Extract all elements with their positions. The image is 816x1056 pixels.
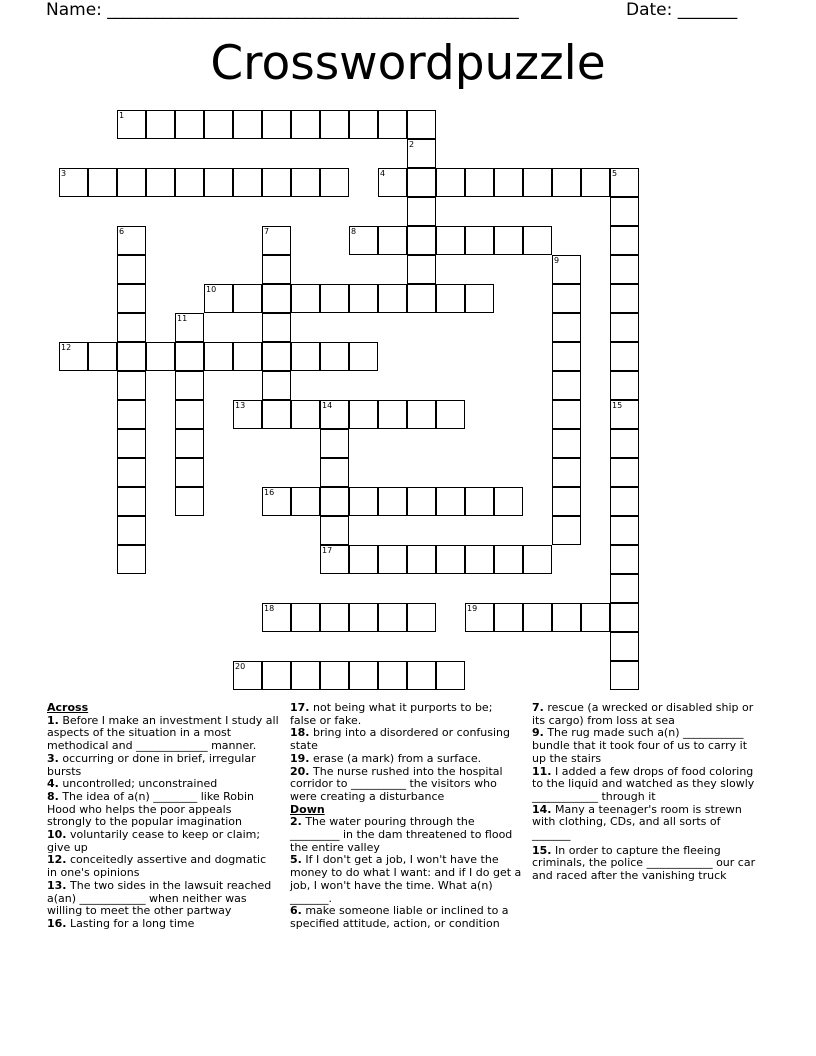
grid-cell[interactable] [320, 458, 349, 487]
cell-number: 9 [554, 256, 560, 265]
grid-cell[interactable] [146, 110, 175, 139]
grid-cell[interactable] [117, 255, 146, 284]
grid-cell[interactable] [59, 168, 88, 197]
grid-cell[interactable] [407, 284, 436, 313]
grid-cell[interactable] [291, 110, 320, 139]
clues-column-3 [532, 702, 762, 883]
grid-cell[interactable] [436, 168, 465, 197]
grid-cell[interactable] [117, 429, 146, 458]
grid-cell[interactable] [552, 255, 581, 284]
grid-cell[interactable] [610, 487, 639, 516]
grid-cell[interactable] [407, 603, 436, 632]
grid-cell[interactable] [175, 110, 204, 139]
grid-cell[interactable] [349, 342, 378, 371]
grid-cell[interactable] [291, 661, 320, 690]
grid-cell[interactable] [494, 545, 523, 574]
grid-cell[interactable] [378, 284, 407, 313]
grid-cell[interactable] [204, 110, 233, 139]
grid-cell[interactable] [320, 661, 349, 690]
grid-cell[interactable] [378, 487, 407, 516]
grid-cell[interactable] [552, 313, 581, 342]
grid-cell[interactable] [378, 603, 407, 632]
grid-cell[interactable] [262, 661, 291, 690]
grid-cell[interactable] [610, 516, 639, 545]
grid-cell[interactable] [407, 110, 436, 139]
grid-cell[interactable] [349, 603, 378, 632]
grid-cell[interactable] [291, 168, 320, 197]
cell-number: 19 [467, 604, 478, 613]
grid-cell[interactable] [320, 603, 349, 632]
grid-cell[interactable] [407, 400, 436, 429]
grid-cell[interactable] [610, 661, 639, 690]
clue-down: 11. I added a few drops of food coloring to the liquid and watched as they slowly ____________ through it [532, 764, 755, 803]
grid-cell[interactable] [610, 603, 639, 632]
grid-cell[interactable] [349, 284, 378, 313]
grid-cell[interactable] [117, 313, 146, 342]
grid-cell[interactable] [117, 226, 146, 255]
down-heading: Down [290, 802, 325, 816]
grid-cell[interactable] [552, 168, 581, 197]
grid-cell[interactable] [117, 545, 146, 574]
grid-cell[interactable] [378, 400, 407, 429]
grid-cell[interactable] [262, 371, 291, 400]
grid-cell[interactable] [349, 110, 378, 139]
grid-cell[interactable] [610, 255, 639, 284]
cell-number: 15 [612, 401, 623, 410]
grid-cell[interactable] [204, 168, 233, 197]
grid-cell[interactable] [88, 168, 117, 197]
grid-cell[interactable] [349, 487, 378, 516]
grid-cell[interactable] [233, 342, 262, 371]
cell-number: 5 [612, 169, 618, 178]
grid-cell[interactable] [291, 400, 320, 429]
grid-cell[interactable] [407, 226, 436, 255]
grid-cell[interactable] [610, 371, 639, 400]
grid-cell[interactable] [349, 661, 378, 690]
grid-cell[interactable] [552, 284, 581, 313]
grid-cell[interactable] [610, 284, 639, 313]
grid-cell[interactable] [175, 400, 204, 429]
grid-cell[interactable] [581, 168, 610, 197]
cell-number: 14 [322, 401, 333, 410]
grid-cell[interactable] [204, 284, 233, 313]
grid-cell[interactable] [436, 400, 465, 429]
date-line: _______ [677, 0, 738, 20]
grid-cell[interactable] [610, 342, 639, 371]
grid-cell[interactable] [204, 342, 233, 371]
grid-cell[interactable] [581, 603, 610, 632]
grid-cell[interactable] [610, 545, 639, 574]
grid-cell[interactable] [378, 661, 407, 690]
grid-cell[interactable] [320, 342, 349, 371]
clue-across: 18. bring into a disordered or confusing state [290, 726, 511, 753]
cell-number: 7 [264, 227, 270, 236]
cell-number: 8 [351, 227, 357, 236]
grid-cell[interactable] [610, 197, 639, 226]
grid-cell[interactable] [175, 342, 204, 371]
grid-cell[interactable] [117, 342, 146, 371]
grid-cell[interactable] [610, 168, 639, 197]
grid-cell[interactable] [175, 371, 204, 400]
grid-cell[interactable] [291, 284, 320, 313]
page-title: Crosswordpuzzle [210, 36, 606, 91]
grid-cell[interactable] [523, 603, 552, 632]
grid-cell[interactable] [117, 487, 146, 516]
grid-cell[interactable] [320, 545, 349, 574]
clue-across: 8. The idea of a(n) ________ like Robin Hood who helps the poor appeals strongly to the popular imagination [47, 789, 254, 829]
grid-cell[interactable] [494, 226, 523, 255]
grid-cell[interactable] [291, 603, 320, 632]
grid-cell[interactable] [117, 110, 146, 139]
grid-cell[interactable] [465, 284, 494, 313]
grid-cell[interactable] [552, 458, 581, 487]
grid-cell[interactable] [117, 458, 146, 487]
grid-cell[interactable] [262, 487, 291, 516]
across-heading: Across [47, 701, 89, 714]
clue-across: 10. voluntarily cease to keep or claim; give up [47, 828, 261, 854]
grid-cell[interactable] [465, 168, 494, 197]
grid-cell[interactable] [552, 516, 581, 545]
clue-across: 4. uncontrolled; unconstrained [47, 777, 218, 791]
grid-cell[interactable] [436, 226, 465, 255]
grid-cell[interactable] [262, 313, 291, 342]
grid-cell[interactable] [378, 110, 407, 139]
grid-cell[interactable] [552, 371, 581, 400]
clue-across: 16. Lasting for a long time [47, 916, 195, 930]
clue-down: 6. make someone liable or inclined to a specified attitude, action, or condition [290, 904, 509, 930]
grid-cell[interactable] [320, 110, 349, 139]
grid-cell[interactable] [610, 632, 639, 661]
grid-cell[interactable] [175, 313, 204, 342]
grid-cell[interactable] [552, 429, 581, 458]
grid-cell[interactable] [117, 400, 146, 429]
grid-cell[interactable] [552, 603, 581, 632]
cell-number: 20 [235, 662, 246, 671]
grid-cell[interactable] [349, 226, 378, 255]
clue-across: 1. Before I make an investment I study all aspects of the situation in a most methodical and _____________ manner. [47, 713, 279, 753]
grid-cell[interactable] [494, 487, 523, 516]
grid-cell[interactable] [552, 487, 581, 516]
grid-cell[interactable] [233, 168, 262, 197]
grid-cell[interactable] [610, 574, 639, 603]
grid-cell[interactable] [436, 545, 465, 574]
clue-down: 15. In order to capture the fleeing criminals, the police ____________ our car and raced after the vanishing truck [532, 843, 756, 883]
grid-cell[interactable] [552, 400, 581, 429]
grid-cell[interactable] [407, 661, 436, 690]
grid-cell[interactable] [407, 197, 436, 226]
grid-cell[interactable] [262, 342, 291, 371]
grid-cell[interactable] [262, 226, 291, 255]
grid-cell[interactable] [610, 429, 639, 458]
grid-cell[interactable] [610, 226, 639, 255]
grid-cell[interactable] [262, 603, 291, 632]
cell-number: 10 [206, 285, 217, 294]
clues-column-1 [47, 702, 279, 931]
grid-cell[interactable] [378, 168, 407, 197]
grid-cell[interactable] [523, 168, 552, 197]
grid-cell[interactable] [494, 168, 523, 197]
cell-number: 17 [322, 546, 333, 555]
name-label: Name: [46, 0, 108, 20]
cell-number: 3 [61, 169, 67, 178]
cell-number: 11 [177, 314, 188, 323]
grid-cell[interactable] [146, 168, 175, 197]
clue-down: 2. The water pouring through the _________ in the dam threatened to flood the entire valley [290, 815, 513, 854]
grid-cell[interactable] [233, 110, 262, 139]
clue-down: 9. The rug made such a(n) ___________ bundle that it took four of us to carry it up the stairs [532, 726, 748, 765]
grid-cell[interactable] [291, 487, 320, 516]
cell-number: 13 [235, 401, 246, 410]
grid-cell[interactable] [436, 487, 465, 516]
grid-cell[interactable] [436, 661, 465, 690]
grid-cell[interactable] [175, 168, 204, 197]
grid-cell[interactable] [610, 313, 639, 342]
grid-cell[interactable] [320, 400, 349, 429]
grid-cell[interactable] [407, 545, 436, 574]
grid-cell[interactable] [262, 168, 291, 197]
grid-cell[interactable] [378, 226, 407, 255]
grid-cell[interactable] [117, 516, 146, 545]
clue-across: 20. The nurse rushed into the hospital corridor to __________ the visitors who were creating a disturbance [290, 764, 503, 803]
grid-cell[interactable] [407, 139, 436, 168]
clue-across: 13. The two sides in the lawsuit reached a(an) ____________ when neither was willing to meet the other partway [47, 878, 272, 918]
grid-cell[interactable] [407, 487, 436, 516]
grid-cell[interactable] [465, 545, 494, 574]
clue-across: 12. conceitedly assertive and dogmatic in one's opinions [47, 853, 267, 880]
cell-number: 18 [264, 604, 275, 613]
cell-number: 4 [380, 169, 386, 178]
grid-cell[interactable] [407, 255, 436, 284]
grid-cell[interactable] [262, 400, 291, 429]
grid-cell[interactable] [262, 255, 291, 284]
grid-cell[interactable] [436, 284, 465, 313]
cell-number: 16 [264, 488, 275, 497]
grid-cell[interactable] [233, 661, 262, 690]
grid-cell[interactable] [175, 458, 204, 487]
grid-cell[interactable] [465, 603, 494, 632]
clues-column-2 [290, 702, 522, 931]
grid-cell[interactable] [262, 284, 291, 313]
grid-cell[interactable] [610, 400, 639, 429]
clue-down: 7. rescue (a wrecked or disabled ship or its cargo) from loss at sea [532, 701, 754, 727]
date-label: Date: [626, 0, 678, 20]
grid-cell[interactable] [465, 226, 494, 255]
grid-cell[interactable] [349, 545, 378, 574]
clue-across: 17. not being what it purports to be; false or fake. [290, 701, 493, 727]
clue-down: 14. Many a teenager's room is strewn with clothing, CDs, and all sorts of _______ [532, 802, 742, 842]
grid-cell[interactable] [117, 284, 146, 313]
grid-cell[interactable] [88, 342, 117, 371]
clue-across: 19. erase (a mark) from a surface. [290, 751, 482, 765]
grid-cell[interactable] [320, 284, 349, 313]
grid-cell[interactable] [117, 371, 146, 400]
grid-cell[interactable] [291, 342, 320, 371]
grid-cell[interactable] [552, 342, 581, 371]
cell-number: 12 [61, 343, 72, 352]
grid-cell[interactable] [146, 342, 175, 371]
grid-cell[interactable] [349, 400, 378, 429]
grid-cell[interactable] [117, 168, 146, 197]
clue-down: 5. If I don't get a job, I won't have the money to do what I want: and if I do get a job, I won't have the time. What a(n) _______. [290, 853, 522, 905]
grid-cell[interactable] [320, 487, 349, 516]
grid-cell[interactable] [320, 429, 349, 458]
grid-cell[interactable] [320, 516, 349, 545]
grid-cell[interactable] [320, 168, 349, 197]
grid-cell[interactable] [233, 400, 262, 429]
grid-cell[interactable] [175, 487, 204, 516]
grid-cell[interactable] [407, 168, 436, 197]
name-line: ____________________________________________________ [107, 0, 519, 20]
clue-across: 3. occurring or done in brief, irregular bursts [47, 751, 256, 778]
grid-cell[interactable] [233, 284, 262, 313]
grid-cell[interactable] [175, 429, 204, 458]
grid-cell[interactable] [523, 545, 552, 574]
grid-cell[interactable] [610, 458, 639, 487]
cell-number: 6 [119, 227, 125, 236]
grid-cell[interactable] [378, 545, 407, 574]
grid-cell[interactable] [262, 110, 291, 139]
grid-cell[interactable] [523, 226, 552, 255]
cell-number: 1 [119, 111, 125, 120]
cell-number: 2 [409, 140, 415, 149]
grid-cell[interactable] [494, 603, 523, 632]
grid-cell[interactable] [465, 487, 494, 516]
grid-cell[interactable] [59, 342, 88, 371]
